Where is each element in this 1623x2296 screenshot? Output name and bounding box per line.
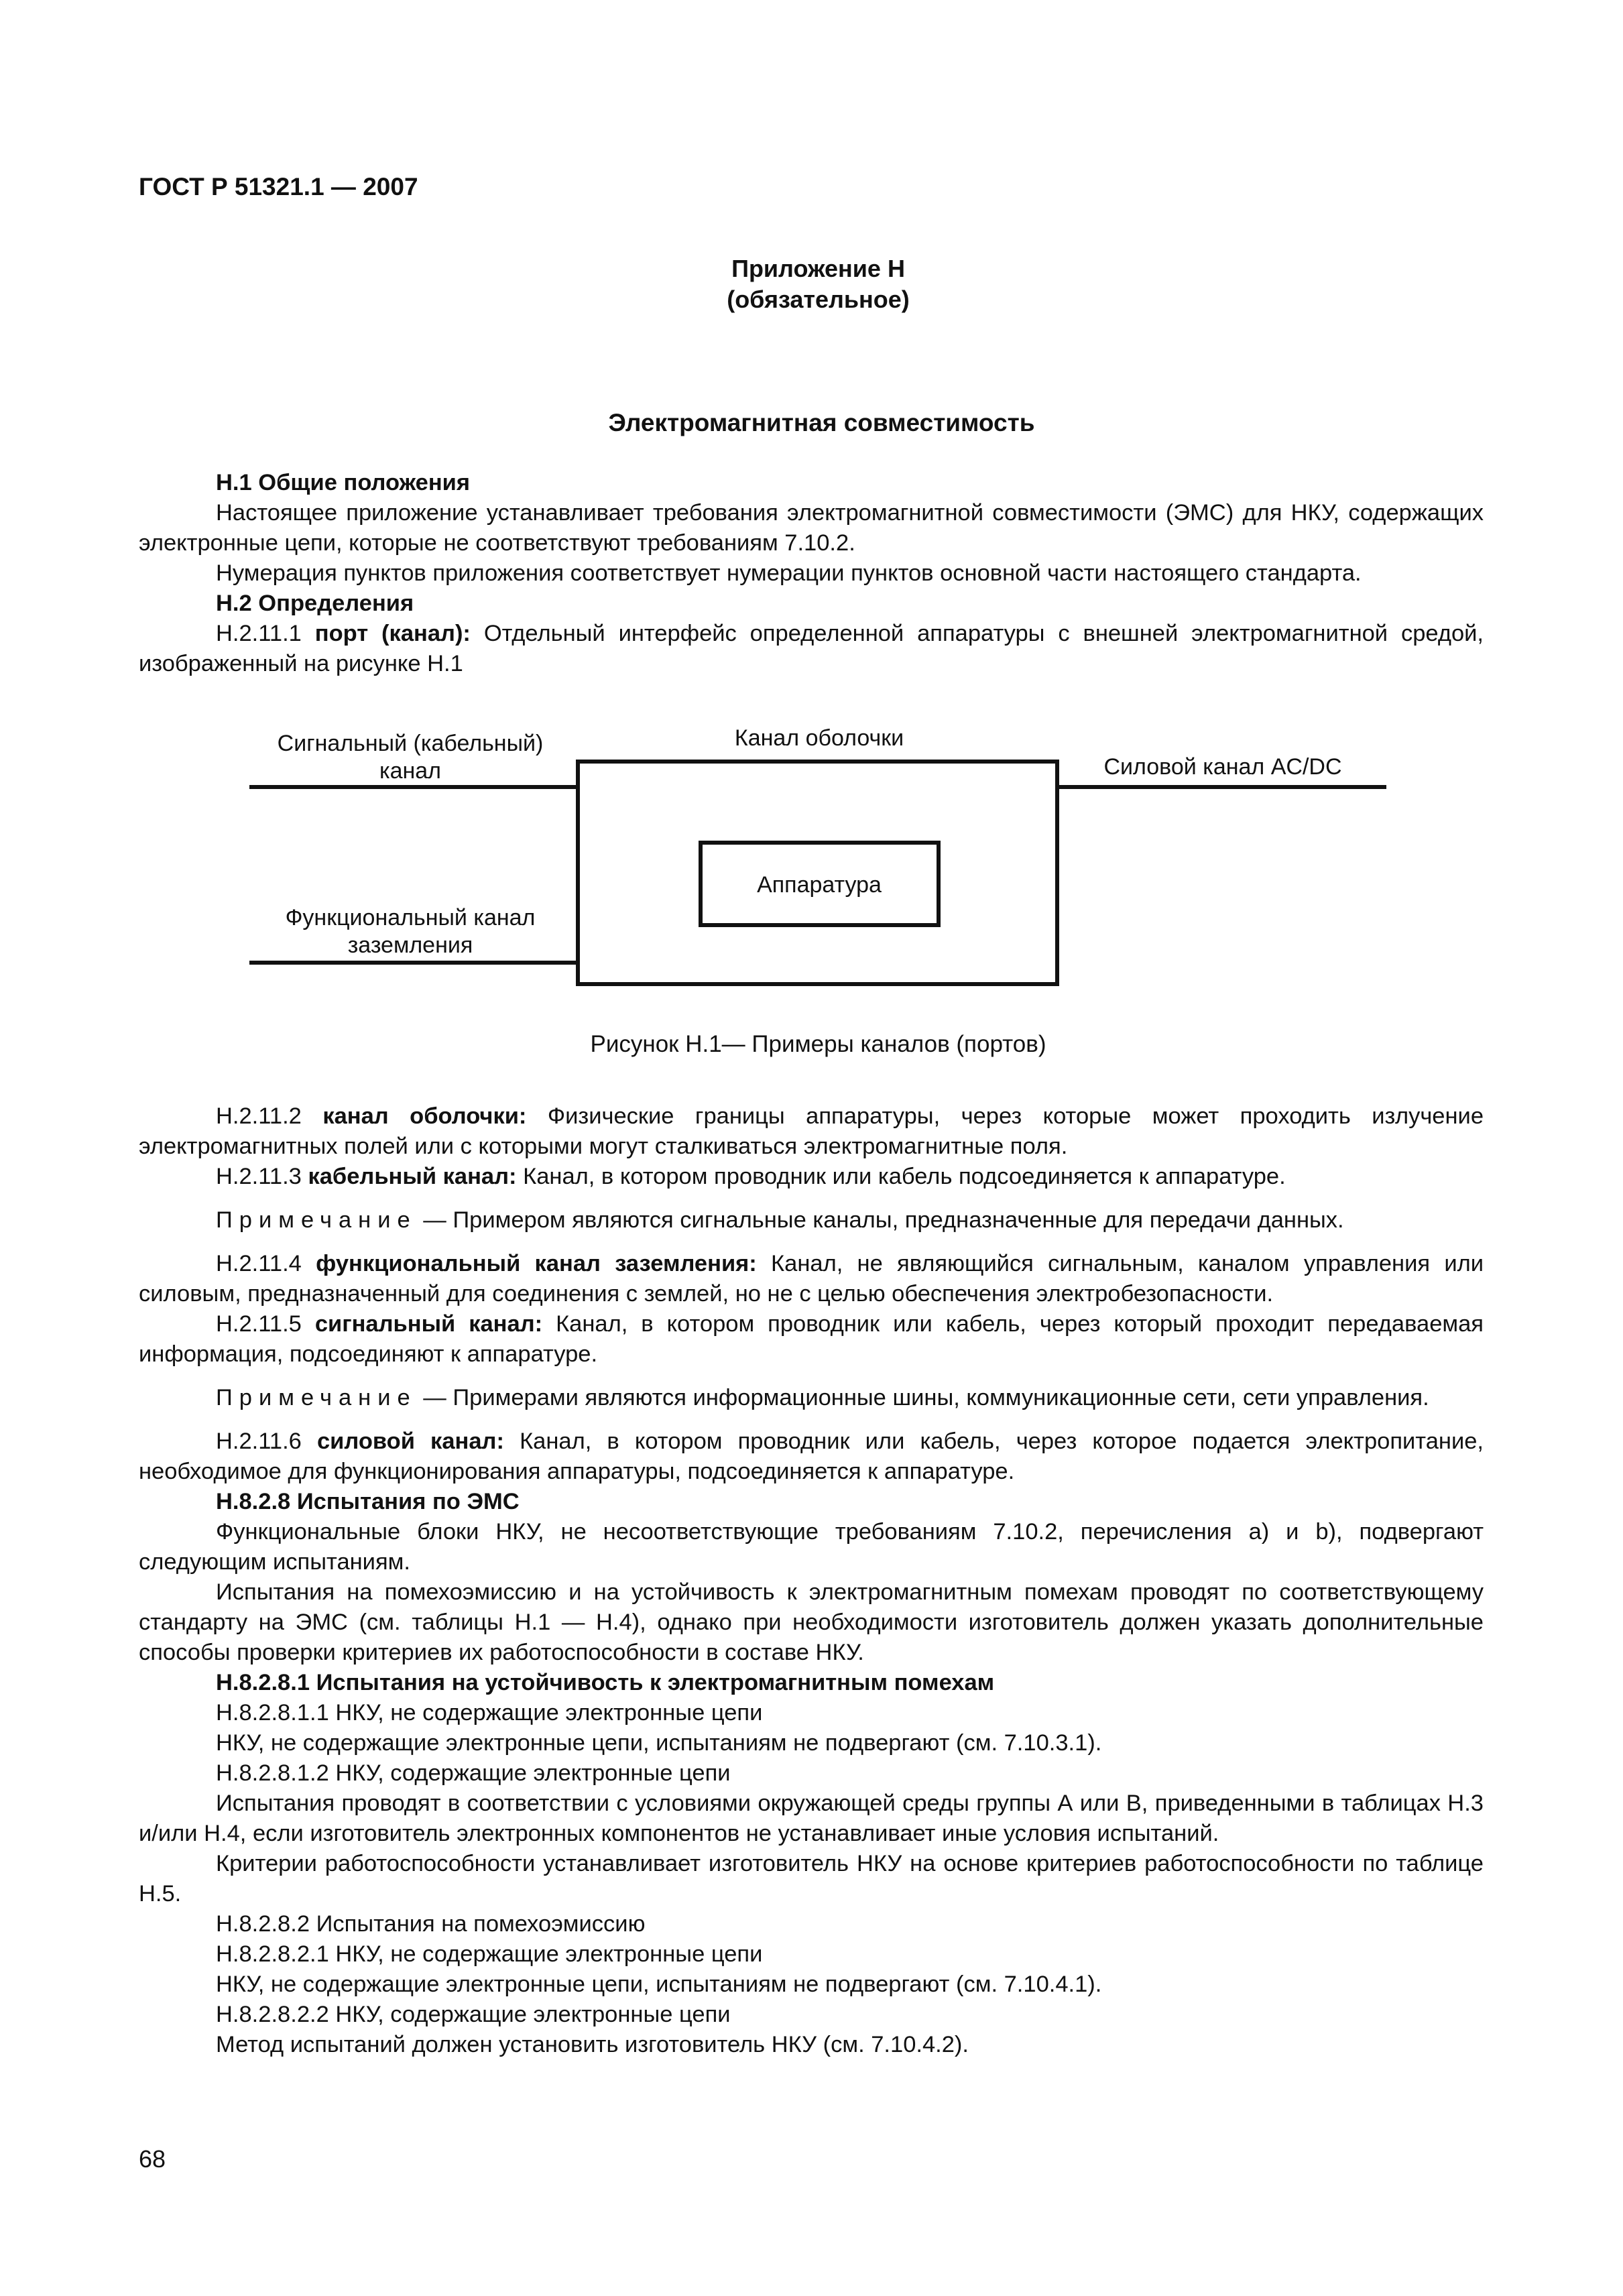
power-channel-label: Силовой канал AC/DC	[1103, 754, 1342, 780]
paragraph-scope: Настоящее приложение устанавливает требования электромагнитной совместимости (ЭМС) для НКУ, содержащих электронные цепи, которые не соответствуют требованиям 7.10.2.	[139, 500, 1484, 556]
appendix-title: Приложение Н	[731, 255, 905, 282]
definition-enclosure	[139, 1101, 1484, 1162]
note-text: — Примерами являются информационные шины, коммуникационные сети, сети управления.	[423, 1385, 1429, 1410]
definition-text: Физические границы аппаратуры, через которые может проходить излучение электромагнитных полей или с которыми могут сталкиваться электромагнитные поля.	[139, 1103, 1484, 1159]
definition-cable	[139, 1162, 1484, 1192]
definition-number: Н.2.11.5	[216, 1311, 302, 1337]
apparatus-label: Аппаратура	[757, 872, 882, 898]
note-text: — Примером являются сигнальные каналы, предназначенные для передачи данных.	[423, 1207, 1344, 1233]
paragraph-test-conditions: Испытания проводят в соответствии с условиями окружающей среды группы А или В, приведенными в таблицах Н.3 и/или Н.4, если изготовитель электронных компонентов не устанавливает иные условия испытаний.	[139, 1791, 1484, 1846]
note-2	[139, 1383, 1484, 1413]
line-8281-1: Н.8.2.8.1.1 НКУ, не содержащие электронные цепи	[216, 1700, 763, 1726]
line-8282: Н.8.2.8.2 Испытания на помехоэмиссию	[216, 1911, 646, 1937]
definition-term: канал оболочки:	[322, 1103, 527, 1129]
definition-text: Отдельный интерфейс определенной аппаратуры с внешней электромагнитной средой, изображенный на рисунке Н.1	[139, 621, 1484, 676]
definition-term: функциональный канал заземления:	[316, 1251, 757, 1276]
signal-channel-label-1: Сигнальный (кабельный)	[277, 731, 544, 756]
ground-channel-label-2: заземления	[347, 932, 473, 958]
definition-term: порт (канал):	[314, 621, 471, 646]
definition-signal	[139, 1309, 1484, 1370]
heading-emc-tests: Н.8.2.8 Испытания по ЭМС	[216, 1489, 520, 1514]
definition-term: кабельный канал:	[308, 1164, 517, 1189]
paragraph-functional-blocks: Функциональные блоки НКУ, не несоответствующие требованиям 7.10.2, перечисления а) и b), подвергают следующим испытаниям.	[139, 1519, 1484, 1575]
line-8282-1-text: НКУ, не содержащие электронные цепи, испытаниям не подвергают (см. 7.10.4.1).	[216, 1972, 1102, 1997]
line-8282-2: Н.8.2.8.2.2 НКУ, содержащие электронные цепи	[216, 2002, 731, 2027]
ground-channel-label-1: Функциональный канал	[285, 905, 536, 930]
definition-ground	[139, 1249, 1484, 1309]
line-8282-2-text: Метод испытаний должен установить изготовитель НКУ (см. 7.10.4.2).	[216, 2032, 969, 2057]
line-8282-1: Н.8.2.8.2.1 НКУ, не содержащие электронные цепи	[216, 1941, 763, 1967]
page-number: 68	[139, 2145, 166, 2173]
appendix-status: (обязательное)	[727, 286, 910, 313]
line-8281-2: Н.8.2.8.1.2 НКУ, содержащие электронные цепи	[216, 1760, 731, 1786]
definition-number: Н.2.11.1	[216, 621, 302, 646]
note-label: Примечание	[216, 1207, 417, 1233]
definition-term: силовой канал:	[316, 1429, 504, 1454]
paragraph-criteria: Критерии работоспособности устанавливает изготовитель НКУ на основе критериев работоспособности по таблице Н.5.	[139, 1851, 1484, 1907]
definition-text: Канал, в котором проводник или кабель, через которое подается электропитание, необходимое для функционирования аппаратуры, подсоединяется к аппаратуре.	[139, 1429, 1484, 1484]
heading-immunity-tests: Н.8.2.8.1 Испытания на устойчивость к электромагнитным помехам	[216, 1670, 995, 1695]
definition-number: Н.2.11.3	[216, 1164, 302, 1189]
definition-text: Канал, в котором проводник или кабель, через который проходит передаваемая информация, подсоединяют к аппаратуре.	[139, 1311, 1484, 1367]
definition-text: Канал, не являющийся сигнальным, каналом управления или силовым, предназначенный для соединения с землей, но не с целью обеспечения электробезопасности.	[139, 1251, 1484, 1307]
paragraph-numbering: Нумерация пунктов приложения соответствует нумерации пунктов основной части настоящего стандарта.	[216, 560, 1362, 586]
note-1	[139, 1205, 1484, 1235]
definition-number: Н.2.11.2	[216, 1103, 302, 1129]
document-header: ГОСТ Р 51321.1 — 2007	[139, 173, 418, 200]
figure-caption	[0, 1031, 1623, 1058]
definition-number: Н.2.11.4	[216, 1251, 302, 1276]
heading-definitions: Н.2 Определения	[216, 591, 414, 616]
definitions-block	[139, 1101, 1484, 2060]
enclosure-channel-label: Канал оболочки	[734, 725, 904, 751]
paragraph-emission-immunity: Испытания на помехоэмиссию и на устойчивость к электромагнитным помехам проводят по соответствующему стандарту на ЭМС (см. таблицы Н.1 — Н.4), однако при необходимости изготовитель должен указать дополнительные способы проверки критериев их работоспособности в составе НКУ.	[139, 1579, 1484, 1665]
definition-power	[139, 1427, 1484, 1487]
note-label: Примечание	[216, 1385, 417, 1410]
heading-general: Н.1 Общие положения	[216, 470, 471, 495]
definition-text: Канал, в котором проводник или кабель подсоединяется к аппаратуре.	[523, 1164, 1286, 1189]
definition-number: Н.2.11.6	[216, 1429, 302, 1454]
figure-caption-text: Рисунок Н.1— Примеры каналов (портов)	[590, 1031, 1046, 1057]
section-title-text: Электромагнитная совместимость	[608, 409, 1035, 436]
line-8281-1-text: НКУ, не содержащие электронные цепи, испытаниям не подвергают (см. 7.10.3.1).	[216, 1730, 1102, 1756]
signal-channel-label-2: канал	[379, 758, 442, 784]
definition-term: сигнальный канал:	[314, 1311, 543, 1337]
